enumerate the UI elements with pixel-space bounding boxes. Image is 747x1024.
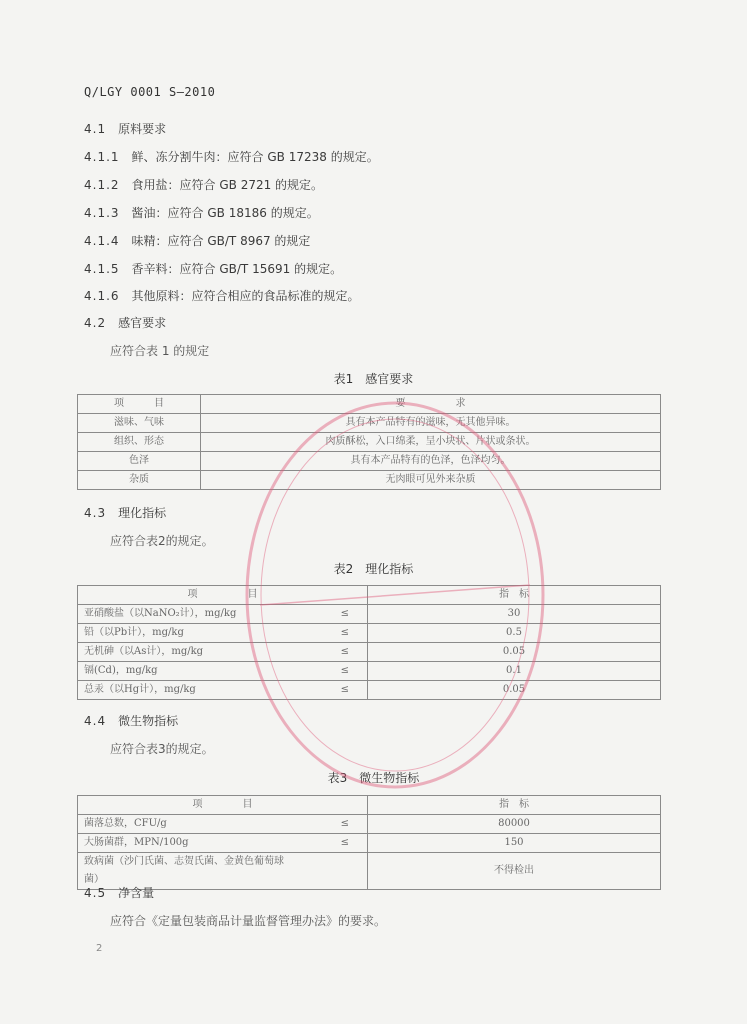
- item-4-1-1: 4.1.1 鲜、冻分割牛肉：应符合 GB 17238 的规定。: [84, 150, 379, 164]
- section-4-5-body: 应符合《定量包装商品计量监督管理办法》的要求。: [110, 914, 387, 928]
- table-cell: 亚硝酸盐（以NaNO₂计），mg/kg: [78, 605, 304, 624]
- section-4-1: 4.1 原料要求: [84, 122, 167, 136]
- table3-microbiological: [77, 795, 661, 890]
- table-header: 项 目: [78, 796, 368, 815]
- table-row: [78, 452, 661, 471]
- table-cell: ≤: [303, 815, 368, 834]
- table-row: [78, 643, 661, 662]
- section-4-3: 4.3 理化指标: [84, 506, 167, 520]
- table2-caption: 表2 理化指标: [333, 562, 414, 576]
- table-header: 指 标: [368, 796, 661, 815]
- page-number: 2: [96, 943, 103, 954]
- table-cell: 镉(Cd)，mg/kg: [78, 662, 304, 681]
- table-header: 项 目: [78, 586, 368, 605]
- section-4-2-body: 应符合表 1 的规定: [110, 344, 210, 358]
- table-cell: 具有本产品特有的色泽，色泽均匀。: [201, 452, 661, 471]
- table-header-row: [78, 395, 661, 414]
- table-cell: [303, 853, 368, 890]
- table-cell: ≤: [303, 624, 368, 643]
- table-cell: 30: [368, 605, 661, 624]
- table-cell: 滋味、气味: [78, 414, 201, 433]
- table-cell: 无肉眼可见外来杂质: [201, 471, 661, 490]
- item-4-1-4: 4.1.4 味精：应符合 GB/T 8967 的规定: [84, 234, 311, 248]
- table-cell: 80000: [368, 815, 661, 834]
- table-cell: 铅（以Pb计），mg/kg: [78, 624, 304, 643]
- table-cell: 致病菌（沙门氏菌、志贺氏菌、金黄色葡萄球菌）: [78, 853, 304, 890]
- table-cell: 150: [368, 834, 661, 853]
- table-cell: 大肠菌群，MPN/100g: [78, 834, 304, 853]
- table-row: [78, 605, 661, 624]
- table2-physicochemical: [77, 585, 661, 700]
- table-cell: 无机砷（以As计），mg/kg: [78, 643, 304, 662]
- section-4-5: 4.5 净含量: [84, 886, 155, 900]
- section-4-4: 4.4 微生物指标: [84, 714, 179, 728]
- table-cell: 0.05: [368, 643, 661, 662]
- section-4-4-body: 应符合表3的规定。: [110, 742, 214, 756]
- table-cell: 0.1: [368, 662, 661, 681]
- table-cell: 总汞（以Hg计），mg/kg: [78, 681, 304, 700]
- table-cell: 菌落总数，CFU/g: [78, 815, 304, 834]
- section-4-3-body: 应符合表2的规定。: [110, 534, 214, 548]
- table-cell: ≤: [303, 662, 368, 681]
- table-header: 指 标: [368, 586, 661, 605]
- table-cell: ≤: [303, 681, 368, 700]
- table-row: [78, 471, 661, 490]
- item-4-1-6: 4.1.6 其他原料：应符合相应的食品标准的规定。: [84, 289, 360, 303]
- table-cell: 杂质: [78, 471, 201, 490]
- table-cell: 组织、形态: [78, 433, 201, 452]
- table-cell: 具有本产品特有的滋味，无其他异味。: [201, 414, 661, 433]
- table-header-row: [78, 586, 661, 605]
- table-cell: ≤: [303, 834, 368, 853]
- item-4-1-3: 4.1.3 酱油：应符合 GB 18186 的规定。: [84, 206, 319, 220]
- table-cell: 不得检出: [368, 853, 661, 890]
- table-row: [78, 834, 661, 853]
- item-4-1-2: 4.1.2 食用盐：应符合 GB 2721 的规定。: [84, 178, 324, 192]
- table3-caption: 表3 微生物指标: [327, 771, 420, 785]
- table1-caption: 表1 感官要求: [333, 372, 414, 386]
- table-row: [78, 624, 661, 643]
- table-cell: 色泽: [78, 452, 201, 471]
- table-cell: 肉质酥松，入口绵柔，呈小块状、片状或条状。: [201, 433, 661, 452]
- table-cell: 0.05: [368, 681, 661, 700]
- table-cell: 0.5: [368, 624, 661, 643]
- table-row: [78, 853, 661, 890]
- table-header: 要 求: [201, 395, 661, 414]
- table1-sensory: [77, 394, 661, 490]
- table-header: 项 目: [78, 395, 201, 414]
- table-row: [78, 681, 661, 700]
- standard-code: Q/LGY 0001 S—2010: [84, 85, 216, 99]
- item-4-1-5: 4.1.5 香辛料：应符合 GB/T 15691 的规定。: [84, 262, 343, 276]
- table-row: [78, 414, 661, 433]
- table-row: [78, 662, 661, 681]
- table-header-row: [78, 796, 661, 815]
- table-cell: ≤: [303, 605, 368, 624]
- table-row: [78, 433, 661, 452]
- table-row: [78, 815, 661, 834]
- section-4-2: 4.2 感官要求: [84, 316, 167, 330]
- table-cell: ≤: [303, 643, 368, 662]
